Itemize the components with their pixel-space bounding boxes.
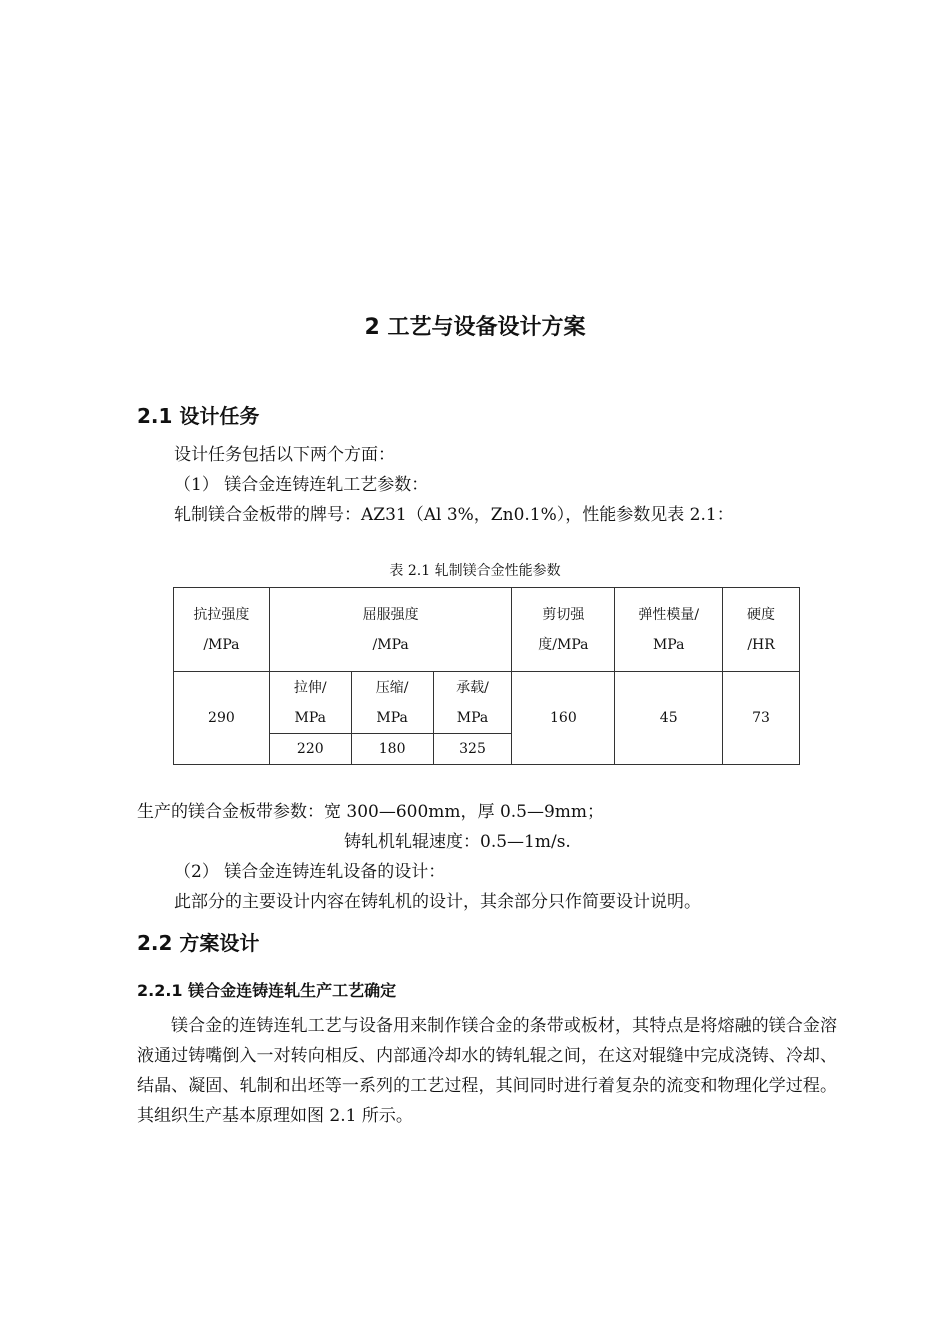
table-caption: 表 2.1 轧制镁合金性能参数 <box>389 563 561 579</box>
header-modulus: 弹性模量/ MPa <box>615 588 723 672</box>
value-compression: 180 <box>351 734 433 765</box>
properties-table <box>173 587 800 765</box>
value-shear: 160 <box>512 672 615 765</box>
task-item-2: （2） 镁合金连铸连轧设备的设计： <box>174 862 446 882</box>
value-hardness: 73 <box>723 672 800 765</box>
subheader-compression: 压缩/ MPa <box>351 672 433 734</box>
strip-params: 生产的镁合金板带参数：宽 300—600mm，厚 0.5—9mm； <box>137 802 605 822</box>
subheader-tension: 拉伸/ MPa <box>269 672 351 734</box>
process-paragraph: 镁合金的连铸连轧工艺与设备用来制作镁合金的条带或板材，其特点是将熔融的镁合金溶液通过铸嘴倒入一对转向相反、内部通冷却水的铸轧辊之间，在这对辊缝中完成浇铸、冷却、结晶、凝固、轧制和出坯等一系列的工艺过程，其间同时进行着复杂的流变和物理化学过程。其组织生产基本原理如图 2.1 所示。 <box>137 1016 837 1126</box>
roll-speed: 铸轧机轧辊速度：0.5—1m/s. <box>344 832 571 852</box>
alloy-grade-line: 轧制镁合金板带的牌号：AZ31（Al 3%，Zn0.1%），性能参数见表 2.1： <box>174 505 734 525</box>
chapter-title: 2 工艺与设备设计方案 <box>364 315 586 340</box>
task-intro: 设计任务包括以下两个方面： <box>174 445 395 465</box>
value-bearing: 325 <box>433 734 512 765</box>
header-hardness: 硬度 /HR <box>723 588 800 672</box>
design-scope: 此部分的主要设计内容在铸轧机的设计，其余部分只作简要设计说明。 <box>174 892 701 912</box>
task-item-1: （1） 镁合金连铸连轧工艺参数： <box>174 475 429 495</box>
value-tension: 220 <box>269 734 351 765</box>
section-2-1-heading: 2.1 设计任务 <box>137 404 260 428</box>
value-tensile: 290 <box>174 672 270 765</box>
value-modulus: 45 <box>615 672 723 765</box>
section-2-2-1-heading: 2.2.1 镁合金连铸连轧生产工艺确定 <box>137 981 397 1000</box>
subheader-bearing: 承载/ MPa <box>433 672 512 734</box>
header-yield: 屈服强度 /MPa <box>269 588 512 672</box>
header-shear: 剪切强 度/MPa <box>512 588 615 672</box>
section-2-2-heading: 2.2 方案设计 <box>137 931 260 955</box>
header-tensile: 抗拉强度 /MPa <box>174 588 270 672</box>
